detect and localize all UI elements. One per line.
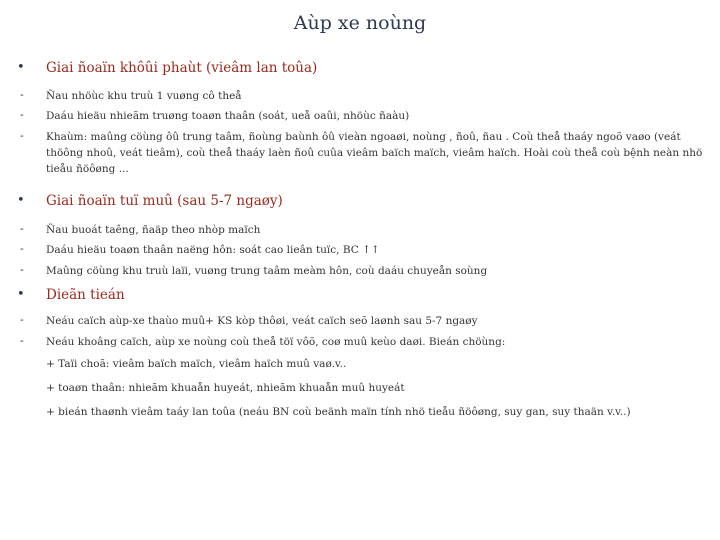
dash-icon: - [20, 263, 24, 276]
bullet-icon: • [17, 193, 25, 208]
item-text: Daáu hieäu nhieãm truøng toaøn thaân (soát, ueå oaûi, nhöùc ñaàu) [46, 110, 410, 122]
dash-icon: - [20, 129, 24, 142]
item-text: Daáu hieäu toaøn thaân naëng hôn: soát cao lieân tuïc, BC ↑↑ [46, 244, 380, 256]
item-text: Neáu khoâng caïch, aùp xe noùng coù theå töï vôõ, coø muû keùo daøi. Bieán chöùng: [46, 336, 506, 348]
bullet-icon: • [17, 287, 25, 302]
heading-text: Giai ñoaïn khôûi phaùt (vieâm lan toûa) [46, 60, 318, 76]
heading-text: Dieãn tieán [46, 287, 125, 303]
sub-item-text: + bieán thaønh vieâm taáy lan toûa (neáu BN coù beänh maïn tính nhö tieåu ñöôøng, suy gan, suy thaän v.v..) [46, 406, 631, 418]
item-text: Neáu caïch aùp-xe thaùo muû+ KS kòp thôøi, veát caïch seõ laønh sau 5-7 ngaøy [46, 315, 478, 327]
heading-text: Giai ñoaïn tuï muû (sau 5-7 ngaøy) [46, 193, 283, 209]
slide-title: Aùp xe noùng [293, 12, 427, 34]
dash-icon: - [20, 88, 24, 101]
sub-item-text: + Taïi choã: vieâm baïch maïch, vieâm haïch muû vaø.v.. [46, 358, 347, 370]
dash-icon: - [20, 313, 24, 326]
dash-icon: - [20, 222, 24, 235]
item-text: Khaùm: maûng cöùng ôû trung taâm, ñoùng baùnh ôû vieàn ngoaøi, noùng , ñoû, ñau . Coù theå thaáy ngoõ vaøo (veát thöông nhoû, veát tieâm), coù theå thaáy laèn ñoû cuûa vieâm baïch maïch, vieâm haïch. Hoài coù theå coù bệnh neàn nhö tieåu ñöôøng ... [46, 131, 703, 175]
item-text: Ñau buoát taêng, ñaäp theo nhòp maïch [46, 224, 261, 236]
dash-icon: - [20, 242, 24, 255]
sub-item-text: + toaøn thaân: nhieãm khuaån huyeát, nhieãm khuaån muû huyeát [46, 382, 405, 394]
dash-icon: - [20, 334, 24, 347]
item-text: Ñau nhöùc khu truù 1 vuøng cô theå [46, 90, 242, 102]
dash-icon: - [20, 108, 24, 121]
item-text: Maûng cöùng khu truù laïi, vuøng trung taâm meàm hôn, coù daáu chuyeån soùng [46, 265, 488, 277]
bullet-icon: • [17, 60, 25, 75]
